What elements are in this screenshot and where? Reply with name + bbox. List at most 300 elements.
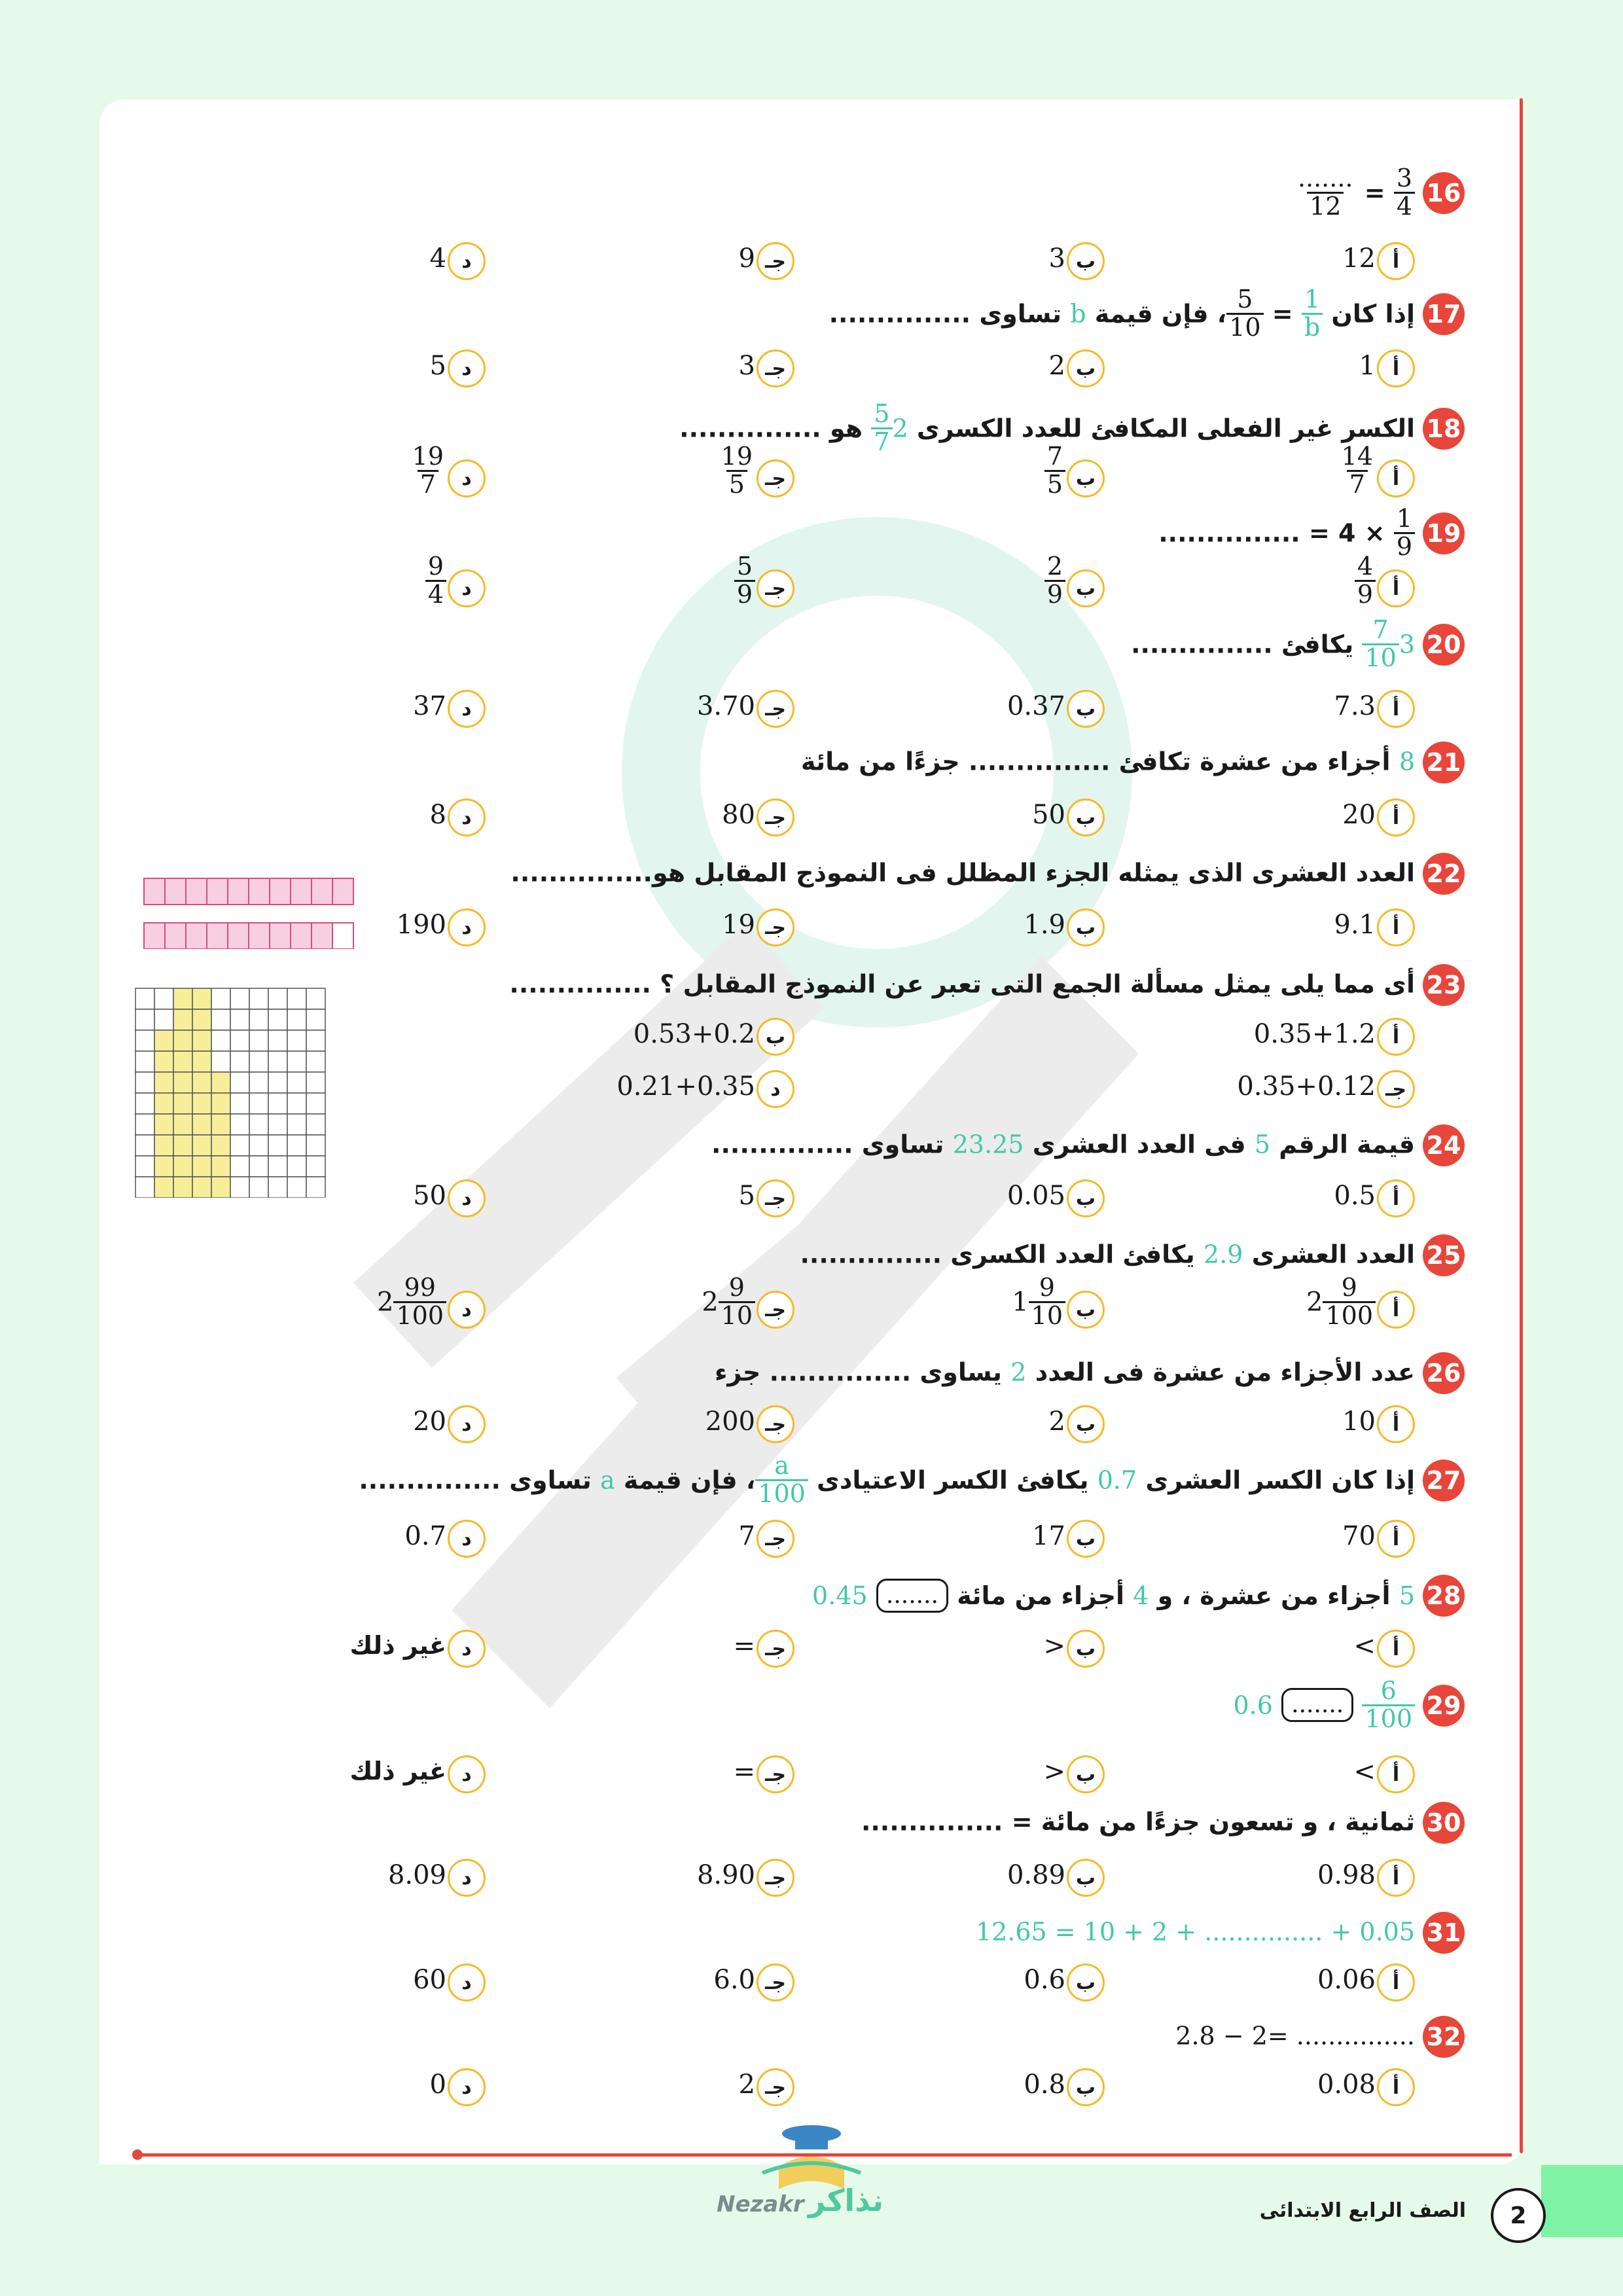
option-label[interactable]: جـ <box>757 1755 794 1793</box>
question-phrase: يكافئ ............... <box>1131 630 1363 659</box>
option-label[interactable]: جـ <box>757 459 794 497</box>
option-label[interactable]: أ <box>1377 459 1415 497</box>
answer-option[interactable] <box>1179 1273 1415 1330</box>
option-label[interactable]: جـ <box>757 350 794 387</box>
grade-label: الصف الرابع الابتدائى <box>1259 2199 1466 2222</box>
option-value: 50 <box>1032 800 1065 830</box>
answer-option[interactable] <box>559 442 794 499</box>
grid-cell <box>230 1072 249 1093</box>
grid-cell <box>249 1114 268 1135</box>
numerator: 2 <box>1046 552 1063 581</box>
strip-cell <box>228 923 249 949</box>
strip-cell <box>186 878 207 905</box>
answer-option[interactable] <box>869 2068 1105 2108</box>
grid-cell <box>249 1051 268 1072</box>
option-fraction <box>1029 1275 1065 1329</box>
option-label[interactable]: ب <box>1067 1859 1105 1897</box>
grid-cell <box>230 1135 249 1156</box>
answer-option[interactable] <box>1179 2068 1415 2108</box>
numerator: 5 <box>874 399 890 428</box>
denominator: 5 <box>726 470 747 498</box>
answer-option[interactable] <box>869 442 1105 499</box>
option-value: > <box>1043 1631 1065 1661</box>
grid-cell <box>306 1114 325 1135</box>
option-label[interactable]: د <box>448 569 486 607</box>
option-value: 20 <box>1342 800 1376 830</box>
grid-cell <box>135 1030 154 1051</box>
option-value: 0.8 <box>1024 2070 1065 2100</box>
option-value: 1.9 <box>1024 910 1065 940</box>
grid-cell <box>249 1156 268 1177</box>
option-label[interactable]: جـ <box>757 908 794 946</box>
option-label[interactable]: ب <box>1067 350 1105 387</box>
answer-option[interactable] <box>250 1859 486 1898</box>
option-label[interactable]: جـ <box>757 690 794 728</box>
grid-cell <box>211 1135 230 1156</box>
answer-option[interactable] <box>559 1179 794 1219</box>
answer-option[interactable] <box>1179 798 1415 838</box>
highlight-number: b <box>1070 299 1086 329</box>
fraction <box>871 401 892 456</box>
option-value: > <box>1043 1757 1065 1787</box>
strip-cell <box>291 878 312 905</box>
whole-part: 1 <box>1012 1287 1029 1318</box>
question-phrase: تساوى ............... <box>359 1465 601 1495</box>
option-value: 200 <box>705 1407 755 1437</box>
option-label[interactable]: د <box>448 459 486 497</box>
option-value: 17 <box>1032 1521 1065 1551</box>
answer-option[interactable] <box>250 1964 486 2003</box>
option-label[interactable]: د <box>448 350 486 387</box>
answer-option[interactable] <box>559 1630 794 1669</box>
question-phrase: إذا كان <box>1323 299 1415 329</box>
answer-option[interactable] <box>1179 552 1415 609</box>
fraction <box>755 1453 808 1507</box>
strip-cell <box>144 878 165 905</box>
option-label[interactable]: د <box>448 1859 486 1897</box>
fraction <box>1362 617 1399 672</box>
grid-cell <box>192 1156 211 1177</box>
grid-cell <box>230 1114 249 1135</box>
option-label[interactable]: جـ <box>757 1405 794 1443</box>
highlight-number: 2.9 <box>1204 1240 1243 1269</box>
answer-option[interactable] <box>1179 242 1415 281</box>
option-label[interactable]: د <box>448 1291 486 1329</box>
strip-cell <box>186 923 207 949</box>
answer-option[interactable] <box>1179 1179 1415 1219</box>
option-label[interactable]: ب <box>1067 1964 1105 2001</box>
answer-option[interactable] <box>559 1755 794 1795</box>
grid-cell <box>268 1177 287 1198</box>
grid-cell <box>192 1009 211 1030</box>
question-phrase: أجزاء من عشرة تكافئ ............... جزءًا من مائة <box>800 747 1399 776</box>
comparison-box: ....... <box>876 1579 948 1613</box>
answer-option[interactable] <box>250 1520 486 1559</box>
option-label[interactable]: د <box>448 242 486 280</box>
grid-cell <box>211 1156 230 1177</box>
numerator: 5 <box>1237 285 1253 314</box>
option-label[interactable]: أ <box>1377 1630 1415 1668</box>
option-value <box>410 444 446 498</box>
answer-option[interactable] <box>250 350 486 389</box>
question-number: 32 <box>1423 2016 1465 2058</box>
answer-option[interactable] <box>250 552 486 609</box>
page-line-dot <box>132 2149 143 2160</box>
grid-cell <box>287 1177 306 1198</box>
option-label[interactable]: جـ <box>757 2068 794 2106</box>
option-fraction <box>1355 554 1376 608</box>
option-value: 4 <box>429 243 446 274</box>
grid-cell <box>154 1156 173 1177</box>
numerator: ....... <box>1297 164 1353 192</box>
answer-option[interactable] <box>1179 1070 1415 1109</box>
page-margin-line <box>1520 98 1523 2153</box>
highlight-number: 23.25 <box>952 1130 1024 1159</box>
grid-cell <box>192 1177 211 1198</box>
page-number: 2 <box>1491 2188 1546 2243</box>
answer-option[interactable] <box>869 1179 1105 1219</box>
option-label[interactable]: أ <box>1377 1179 1415 1217</box>
answer-option[interactable] <box>869 552 1105 609</box>
option-value <box>377 1275 446 1329</box>
option-label[interactable]: أ <box>1377 1964 1415 2001</box>
grid-cell <box>230 988 249 1009</box>
option-value: 2 <box>1048 1407 1065 1437</box>
option-value: 6.0 <box>713 1965 755 1995</box>
denominator: 7 <box>871 427 892 456</box>
answer-option[interactable] <box>869 1964 1105 2003</box>
option-label[interactable]: ب <box>1067 1405 1105 1443</box>
denominator: b <box>1302 313 1323 341</box>
answer-option[interactable] <box>1179 442 1415 499</box>
fraction <box>1302 287 1323 341</box>
option-label[interactable]: أ <box>1377 350 1415 387</box>
question-number: 30 <box>1423 1802 1465 1844</box>
option-value: غير ذلك <box>349 1757 446 1785</box>
answer-option[interactable] <box>869 1630 1105 1669</box>
numerator: 3 <box>1396 164 1412 192</box>
option-value <box>1012 1275 1065 1329</box>
grid-cell <box>268 1093 287 1114</box>
answer-option[interactable] <box>250 1405 486 1444</box>
answer-option[interactable] <box>1179 690 1415 729</box>
answer-option[interactable] <box>559 908 794 948</box>
grid-cell <box>230 1009 249 1030</box>
grid-cell <box>135 1156 154 1177</box>
option-label[interactable]: ب <box>1067 569 1105 607</box>
whole-part: 2 <box>377 1287 394 1318</box>
grid-cell <box>192 1093 211 1114</box>
numerator: 9 <box>728 1273 745 1302</box>
answer-option[interactable] <box>250 690 486 729</box>
option-label[interactable]: جـ <box>757 1964 794 2001</box>
question-phrase: = <box>1263 299 1302 329</box>
highlight-number: 0.7 <box>1097 1465 1137 1495</box>
question-number: 16 <box>1423 172 1465 214</box>
option-label[interactable]: د <box>448 1964 486 2001</box>
answer-option[interactable] <box>559 690 794 729</box>
q22-strip-model <box>143 877 359 952</box>
answer-option[interactable] <box>869 1520 1105 1559</box>
option-label[interactable]: أ <box>1377 1405 1415 1443</box>
grid-cell <box>287 1114 306 1135</box>
option-label[interactable]: جـ <box>1377 1070 1415 1108</box>
question-number: 17 <box>1423 293 1465 335</box>
strip-cell <box>332 878 353 905</box>
q23-grid-svg <box>134 987 330 1198</box>
answer-option[interactable] <box>559 1273 794 1330</box>
grid-cell <box>268 1051 287 1072</box>
option-label[interactable]: أ <box>1377 690 1415 728</box>
equation: 12.65 = 10 + 2 + ............... + 0.05 <box>975 1917 1415 1946</box>
denominator: 9 <box>1355 580 1376 608</box>
grid-cell <box>154 1177 173 1198</box>
question-phrase: أجزاء من عشرة ، و <box>1149 1581 1399 1610</box>
option-label[interactable]: أ <box>1377 2068 1415 2106</box>
option-label[interactable]: جـ <box>757 1630 794 1668</box>
option-label[interactable]: ب <box>1067 1520 1105 1558</box>
answer-option[interactable] <box>869 242 1105 281</box>
option-label[interactable]: ب <box>1067 1755 1105 1793</box>
numerator: 14 <box>1341 442 1373 471</box>
highlight-number: 8 <box>1399 747 1415 776</box>
answer-option[interactable] <box>869 1273 1105 1330</box>
fraction <box>1226 287 1263 341</box>
question-phrase: × 4 = ............... <box>1158 518 1394 548</box>
denominator: 100 <box>1362 1704 1415 1732</box>
option-label[interactable]: أ <box>1377 242 1415 280</box>
option-label[interactable]: أ <box>1377 569 1415 607</box>
answer-option[interactable] <box>250 2068 486 2108</box>
strip-cell <box>249 923 270 949</box>
option-label[interactable]: ب <box>1067 242 1105 280</box>
option-value: 0.35+0.12 <box>1237 1071 1376 1102</box>
answer-option[interactable] <box>869 1755 1105 1795</box>
answer-option[interactable] <box>559 1018 794 1057</box>
answer-option[interactable] <box>250 798 486 838</box>
grid-cell <box>154 1072 173 1093</box>
option-value: 8.90 <box>696 1860 755 1890</box>
option-fraction <box>719 1275 755 1329</box>
option-label[interactable]: ب <box>1067 690 1105 728</box>
option-label[interactable]: ب <box>1067 1179 1105 1217</box>
option-label[interactable]: جـ <box>757 1520 794 1558</box>
answer-option[interactable] <box>1179 1630 1415 1669</box>
grid-cell <box>154 1030 173 1051</box>
answer-option[interactable] <box>559 1405 794 1444</box>
option-value: 3 <box>738 351 755 381</box>
option-label[interactable]: د <box>448 2068 486 2106</box>
strip-cell <box>270 923 291 949</box>
grid-cell <box>211 1072 230 1093</box>
question-phrase: = <box>1355 178 1394 207</box>
answer-option[interactable] <box>869 908 1105 948</box>
answer-option[interactable] <box>1179 1859 1415 1898</box>
option-label[interactable]: ب <box>1067 908 1105 946</box>
grid-cell <box>173 1156 192 1177</box>
grid-cell <box>135 988 154 1009</box>
option-value: 5 <box>738 1181 755 1211</box>
strip-cell <box>228 878 249 905</box>
option-label[interactable]: أ <box>1377 1755 1415 1793</box>
grid-cell <box>249 1072 268 1093</box>
option-label[interactable]: د <box>448 1179 486 1217</box>
option-label[interactable]: أ <box>1377 798 1415 836</box>
answer-option[interactable] <box>250 242 486 281</box>
grid-cell <box>135 1051 154 1072</box>
option-value: 0.35+1.2 <box>1253 1019 1376 1049</box>
option-label[interactable]: أ <box>1377 1018 1415 1056</box>
answer-option[interactable] <box>559 350 794 389</box>
numerator: 19 <box>721 442 753 471</box>
denominator: 10 <box>1362 643 1399 672</box>
answer-option[interactable] <box>559 2068 794 2108</box>
option-label[interactable]: د <box>448 1405 486 1443</box>
answer-option[interactable] <box>250 442 486 499</box>
option-label[interactable]: د <box>448 1755 486 1793</box>
option-label[interactable]: د <box>448 1520 486 1558</box>
grid-cell <box>192 988 211 1009</box>
option-value: 80 <box>722 800 755 830</box>
option-label[interactable]: ب <box>757 1018 794 1056</box>
option-label[interactable]: د <box>448 1630 486 1668</box>
question-phrase: تساوى ............... <box>829 299 1071 329</box>
answer-option[interactable] <box>1179 1018 1415 1057</box>
numerator: 99 <box>404 1273 436 1302</box>
option-label[interactable]: ب <box>1067 459 1105 497</box>
option-label[interactable]: ب <box>1067 798 1105 836</box>
option-value <box>702 1275 755 1329</box>
question-number: 21 <box>1423 742 1465 783</box>
q22-strips-svg <box>143 877 359 949</box>
grid-cell <box>287 1135 306 1156</box>
strip-cell <box>207 878 228 905</box>
answer-option[interactable] <box>559 242 794 281</box>
option-value: = <box>733 1757 755 1787</box>
answer-option[interactable] <box>1179 1520 1415 1559</box>
grid-cell <box>154 1009 173 1030</box>
answer-option[interactable] <box>869 690 1105 729</box>
numerator: 6 <box>1380 1676 1397 1705</box>
option-value <box>1044 554 1065 608</box>
answer-option[interactable] <box>559 798 794 838</box>
answer-option[interactable] <box>869 798 1105 838</box>
question-phrase: ، فإن قيمة <box>1086 299 1227 329</box>
question-text <box>861 1806 1415 1837</box>
question-number: 26 <box>1423 1352 1465 1394</box>
question-number: 22 <box>1423 853 1465 895</box>
answer-option[interactable] <box>869 1405 1105 1444</box>
option-label[interactable]: ب <box>1067 1630 1105 1668</box>
answer-option[interactable] <box>559 1520 794 1559</box>
question-phrase: هو ............... <box>679 414 872 443</box>
option-fraction <box>410 444 446 498</box>
option-value <box>1355 554 1376 608</box>
option-label[interactable]: جـ <box>757 1291 794 1329</box>
grid-cell <box>154 1093 173 1114</box>
answer-option[interactable] <box>869 1859 1105 1898</box>
option-value: 2 <box>1048 351 1065 381</box>
grid-cell <box>306 1135 325 1156</box>
grid-cell <box>249 1093 268 1114</box>
option-label[interactable]: جـ <box>757 798 794 836</box>
grid-cell <box>211 1009 230 1030</box>
grid-cell <box>249 1135 268 1156</box>
option-label[interactable]: ب <box>1067 1291 1105 1329</box>
option-value: 0.08 <box>1317 2070 1376 2100</box>
option-label[interactable]: د <box>448 798 486 836</box>
answer-option[interactable] <box>1179 1405 1415 1444</box>
grid-cell <box>306 1072 325 1093</box>
option-label[interactable]: جـ <box>757 569 794 607</box>
option-fraction <box>1044 554 1065 608</box>
option-fraction <box>1323 1275 1376 1329</box>
grid-cell <box>306 1156 325 1177</box>
option-label[interactable]: د <box>448 690 486 728</box>
answer-option[interactable] <box>559 1859 794 1898</box>
answer-option[interactable] <box>250 1755 486 1795</box>
option-label[interactable]: أ <box>1377 1291 1415 1329</box>
answer-option[interactable] <box>869 350 1105 389</box>
grid-cell <box>173 1177 192 1198</box>
question-text <box>715 1356 1415 1387</box>
option-label[interactable]: أ <box>1377 908 1415 946</box>
option-label[interactable]: د <box>757 1070 794 1108</box>
grid-cell <box>211 988 230 1009</box>
option-fraction <box>1044 444 1065 498</box>
answer-option[interactable] <box>250 1273 486 1330</box>
option-value: 12 <box>1342 243 1376 274</box>
logo-text-ar: نذاكر <box>808 2183 883 2218</box>
question-phrase: قيمة الرقم <box>1270 1130 1415 1159</box>
answer-option[interactable] <box>1179 908 1415 948</box>
question-phrase: أجزاء من مائة <box>948 1581 1133 1610</box>
question-number: 24 <box>1423 1124 1465 1166</box>
grid-cell <box>154 1051 173 1072</box>
grid-cell <box>135 1114 154 1135</box>
answer-option[interactable] <box>1179 350 1415 389</box>
option-label[interactable]: جـ <box>757 242 794 280</box>
answer-option[interactable] <box>559 1070 794 1109</box>
answer-option[interactable] <box>559 552 794 609</box>
option-value: 0.98 <box>1317 1860 1376 1890</box>
question-phrase: إذا كان الكسر العشرى <box>1137 1465 1415 1495</box>
option-label[interactable]: أ <box>1377 1859 1415 1897</box>
option-label[interactable]: د <box>448 908 486 946</box>
option-label[interactable]: أ <box>1377 1520 1415 1558</box>
grid-cell <box>173 1072 192 1093</box>
option-value: 0.6 <box>1024 1965 1065 1995</box>
option-value: 2 <box>738 2070 755 2100</box>
answer-option[interactable] <box>1179 1964 1415 2003</box>
question-phrase: العدد العشرى الذى يمثله الجزء المظلل فى النموذج المقابل هو............... <box>510 858 1415 888</box>
grid-cell <box>135 1177 154 1198</box>
option-label[interactable]: جـ <box>757 1179 794 1217</box>
question-phrase <box>1273 1691 1281 1719</box>
grid-cell <box>249 1030 268 1051</box>
option-label[interactable]: جـ <box>757 1859 794 1897</box>
option-fraction <box>425 554 446 608</box>
option-value: 0.21+0.35 <box>616 1071 755 1102</box>
option-label[interactable]: ب <box>1067 2068 1105 2106</box>
answer-option[interactable] <box>1179 1755 1415 1795</box>
answer-option[interactable] <box>559 1964 794 2003</box>
question-text <box>509 968 1415 999</box>
answer-option[interactable] <box>250 1630 486 1669</box>
option-value: 0 <box>429 2070 446 2100</box>
highlight-number: 2 <box>892 414 908 443</box>
option-value: 8.09 <box>387 1860 446 1890</box>
